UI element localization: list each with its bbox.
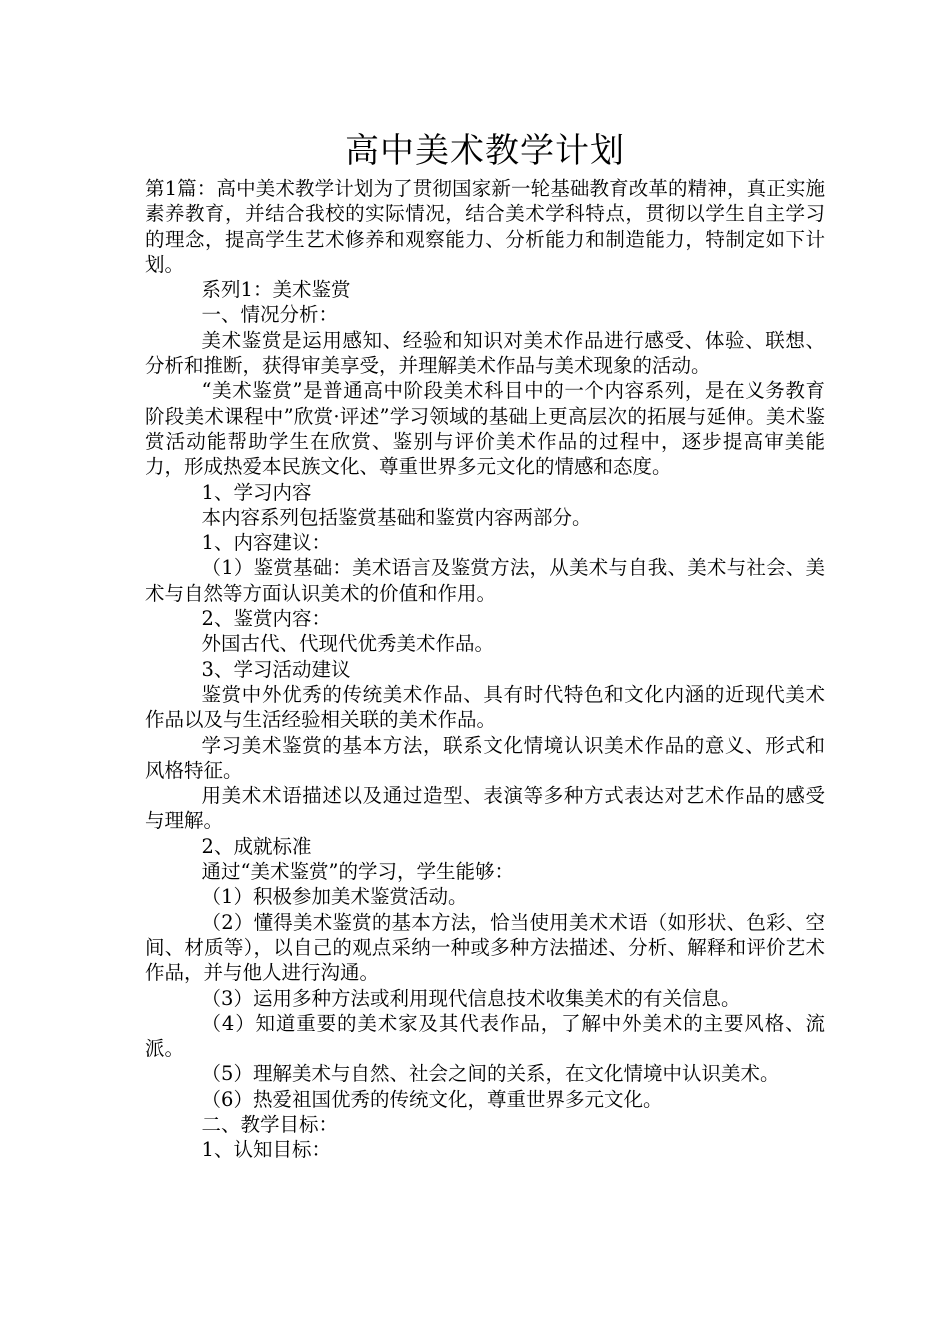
paragraph: （1）积极参加美术鉴赏活动。 [201,885,468,909]
paragraph: 通过“美术鉴赏”的学习，学生能够： [201,860,514,884]
paragraph: （6）热爱祖国优秀的传统文化，尊重世界多元文化。 [201,1087,663,1111]
document-body [145,176,825,1163]
paragraph: 2、鉴赏内容： [201,607,331,631]
paragraph: 3、学习活动建议 [201,657,351,681]
paragraph: 1、内容建议： [201,531,331,555]
document-title: 高中美术教学计划 [345,131,625,171]
paragraph: 1、学习内容 [201,480,312,504]
paragraph: 学习美术鉴赏的基本方法，联系文化情境认识美术作品的意义、形式和风格特征。 [145,733,825,782]
paragraph: （4）知道重要的美术家及其代表作品，了解中外美术的主要风格、流派。 [145,1011,825,1061]
paragraph: 用美术术语描述以及通过造型、表演等多种方式表达对艺术作品的感受与理解。 [145,784,825,833]
paragraph: （3）运用多种方法或利用现代信息技术收集美术的有关信息。 [201,986,741,1010]
paragraph: 2、成就标准 [201,834,312,858]
paragraph: 鉴赏中外优秀的传统美术作品、具有时代特色和文化内涵的近现代美术作品以及与生活经验相关联的美术作品。 [145,682,825,732]
paragraph: 第1篇：高中美术教学计划为了贯彻国家新一轮基础教育改革的精神，真正实施素养教育，并结合我校的实际情况，结合美术学科特点，贯彻以学生自主学习的理念，提高学生艺术修养和观察能力、分析能力和制造能力，特制定如下计划。 [145,177,825,276]
paragraph: （5）理解美术与自然、社会之间的关系，在文化情境中认识美术。 [201,1062,780,1086]
document-page [145,128,825,1163]
paragraph: 一、情况分析： [201,303,339,327]
paragraph: 二、教学目标： [201,1112,339,1136]
paragraph: 系列1：美术鉴赏 [201,278,351,302]
paragraph: 美术鉴赏是运用感知、经验和知识对美术作品进行感受、体验、联想、分析和推断，获得审美享受，并理解美术作品与美术现象的活动。 [145,328,825,378]
paragraph: 外国古代、代现代优秀美术作品。 [201,632,495,656]
paragraph: 本内容系列包括鉴赏基础和鉴赏内容两部分。 [201,505,592,529]
paragraph: 1、认知目标： [201,1138,331,1162]
paragraph: “美术鉴赏”是普通高中阶段美术科目中的一个内容系列，是在义务教育阶段美术课程中”欣赏·评述”学习领域的基础上更高层次的拓展与延伸。美术鉴赏活动能帮助学生在欣赏、鉴别与评价美术作品的过程中，逐步提高审美能力，形成热爱本民族文化、尊重世界多元文化的情感和态度。 [145,379,825,479]
paragraph: （1）鉴赏基础：美术语言及鉴赏方法，从美术与自我、美术与社会、美术与自然等方面认识美术的价值和作用。 [145,556,825,605]
paragraph: （2）懂得美术鉴赏的基本方法，恰当使用美术术语（如形状、色彩、空间、材质等），以自己的观点采纳一种或多种方法描述、分析、解释和评价艺术作品，并与他人进行沟通。 [145,910,825,985]
